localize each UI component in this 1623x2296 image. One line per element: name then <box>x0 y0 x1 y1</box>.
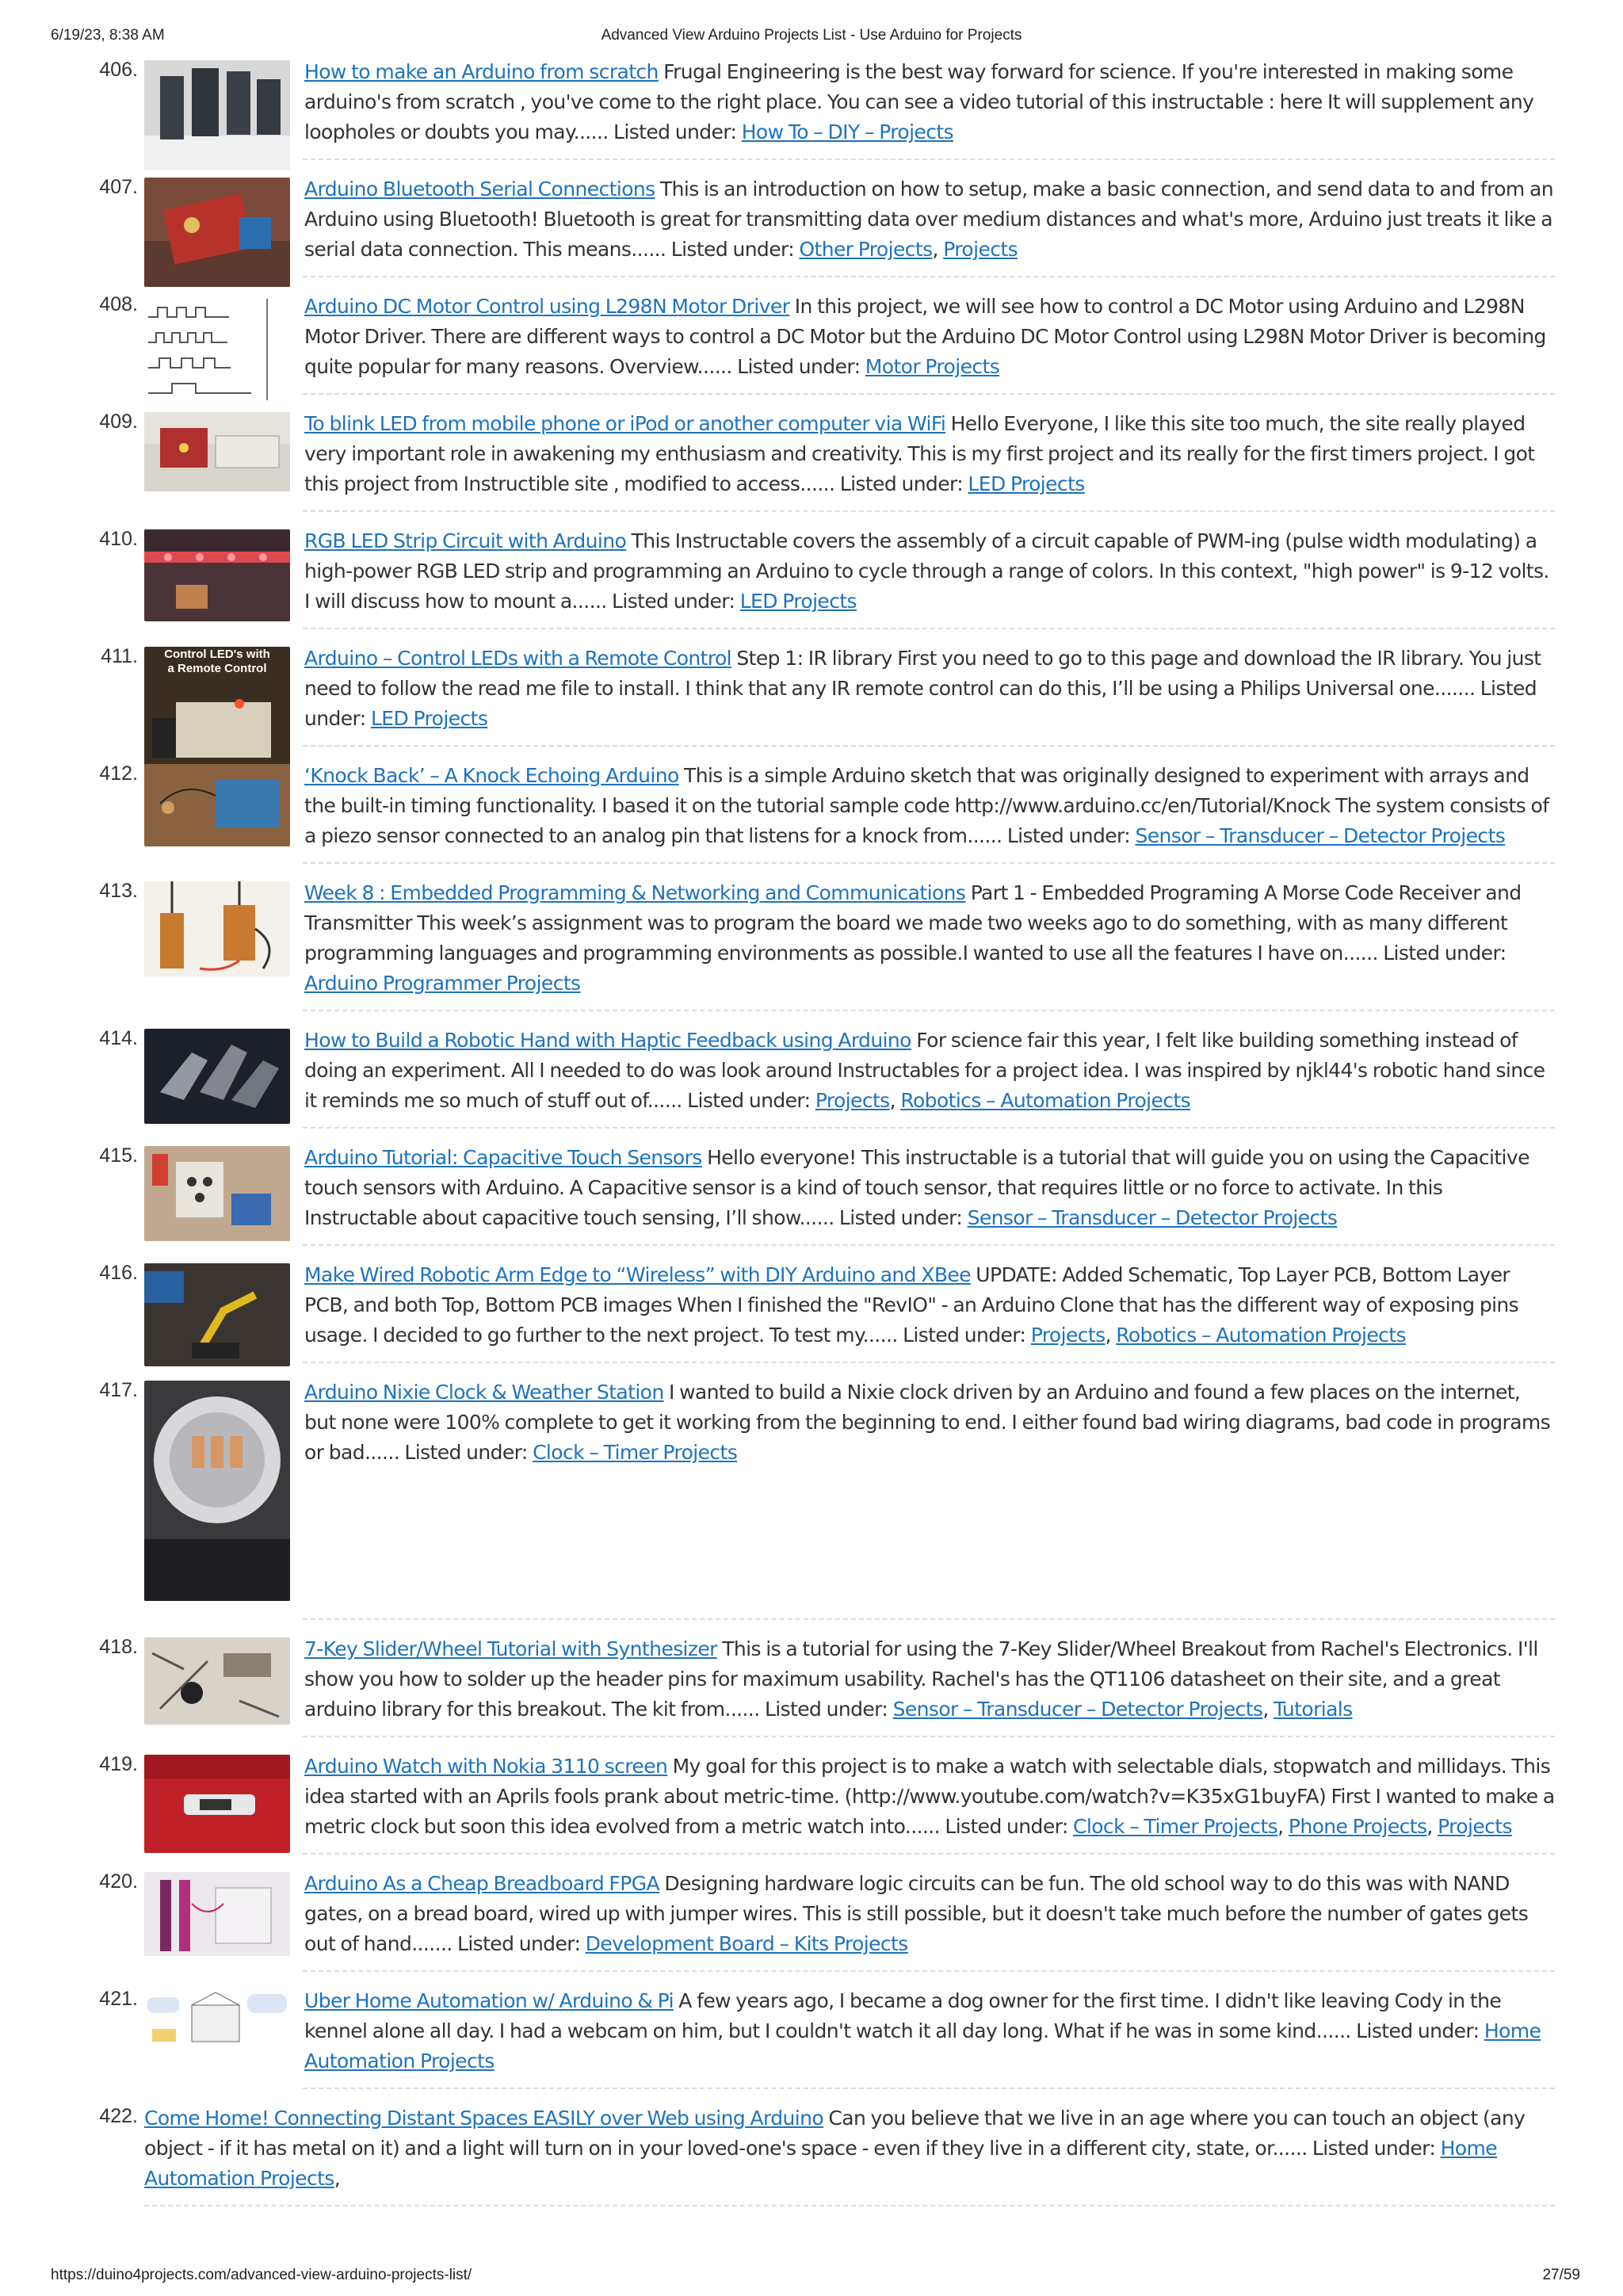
category-link[interactable]: Tutorials <box>1274 1698 1353 1721</box>
listed-under-label: Listed under: <box>737 355 861 378</box>
listed-under-label: Listed under: <box>612 590 735 613</box>
item-title-link[interactable]: Arduino DC Motor Control using L298N Motor Driver <box>304 295 790 318</box>
listed-under-label: Listed under: <box>687 1089 811 1112</box>
item-description: I wanted to build a Nixie clock driven by an Arduino and found a few places on the internet, but none were 100% complete to get it working from the beginning to end. I either found bad wiring diagrams, bad code in programs or bad...... <box>304 1381 1551 1464</box>
item-description: UPDATE: Added Schematic, Top Layer PCB, Bottom Layer PCB, and both Top, Bottom PCB images When I finished the "RevIO" - an Arduino Clone that has the different way of exposing pins usage. I decided to go further to the next project. To test my...... <box>304 1263 1519 1347</box>
list-item <box>101 640 1555 758</box>
item-description: My goal for this project is to make a watch with selectable dials, stopwatch and millidays. This idea started with an Aprils fools prank about metric-time. (http://www.youtube.com/watch?v=K35xG1buyFA) First I wanted to make a metric clock but soon this idea evolved from a metric watch into...... <box>304 1755 1555 1838</box>
list-item <box>99 1257 1555 1374</box>
item-title-link[interactable]: Arduino Nixie Clock & Weather Station <box>304 1381 664 1404</box>
item-number: 412. <box>99 762 138 785</box>
item-body: 7-Key Slider/Wheel Tutorial with Synthesizer This is a tutorial for using the 7-Key Slider/Wheel Breakout from Rachel's Electronics. I'll show you how to solder up the header pins for maximum usability. Rachel's has the QT1106 datasheet on their site, and a great arduino library for this breakout. The kit from...... Listed under: Sensor – Transducer – Detector Projects, Tutorials <box>304 1637 1538 1721</box>
listed-under-label: Listed under: <box>1383 942 1507 965</box>
item-description: For science fair this year, I felt like building something instead of doing an experiment. All I needed to do was look around Instructables for a project idea. I was inspired by njkl44's robotic hand since it reminds me so much of stuff out of...... <box>304 1029 1545 1112</box>
item-thumbnail[interactable] <box>144 529 290 621</box>
listed-under-label: Listed under: <box>613 120 737 143</box>
item-thumbnail[interactable] <box>144 60 290 170</box>
item-title-link[interactable]: How to make an Arduino from scratch <box>304 60 659 83</box>
thumb-caption: Control LED's with <box>164 648 270 661</box>
item-number: 417. <box>99 1379 138 1401</box>
item-thumbnail[interactable] <box>144 295 290 404</box>
listed-under-label: Listed under: <box>304 677 1537 730</box>
item-thumbnail[interactable] <box>144 1755 290 1853</box>
item-body <box>304 409 1555 499</box>
category-link[interactable]: Projects <box>815 1089 890 1112</box>
category-link[interactable]: Development Board – Kits Projects <box>585 1932 908 1955</box>
item-description: Can you believe that we live in an age where you can touch an object (any object - if it has metal on it) and a light will turn on in your loved-one's space - even if they live in a different city, state, or...... <box>144 2107 1526 2160</box>
category-link[interactable]: Arduino Programmer Projects <box>304 972 581 995</box>
listed-under-label: Listed under: <box>839 472 964 495</box>
category-link[interactable]: Robotics – Automation Projects <box>1116 1324 1406 1347</box>
category-link[interactable]: LED Projects <box>370 707 488 730</box>
category-link[interactable]: LED Projects <box>739 590 857 613</box>
item-description: This Instructable covers the assembly of a circuit capable of PWM-ing (pulse width modulating) a high-power RGB LED strip and programming an Arduino to cycle through a range of colors. In this context, "high power" is 9-12 volts. I will discuss how to mount a...... <box>304 529 1549 613</box>
item-number: 421. <box>99 1988 138 2010</box>
list-item <box>99 1140 1555 1257</box>
list-item <box>99 758 1555 875</box>
item-thumbnail[interactable] <box>144 647 290 767</box>
item-thumbnail[interactable] <box>144 1381 290 1601</box>
print-url: https://duino4projects.com/advanced-view-arduino-projects-list/ <box>51 2267 472 2283</box>
item-number: 409. <box>99 411 138 433</box>
item-body <box>304 57 1555 147</box>
category-link[interactable]: Motor Projects <box>865 355 1000 378</box>
category-link[interactable]: How To – DIY – Projects <box>741 120 953 143</box>
item-description: This is a simple Arduino sketch that was originally designed to experiment with arrays and the built-in timing functionality. I based it on the tutorial sample code http://www.arduino.cc/en/Tutorial/Knock The system consists of a piezo sensor connected to an analog pin that listens for a knock from...... <box>304 764 1549 847</box>
category-link[interactable]: Sensor – Transducer – Detector Projects <box>892 1698 1263 1721</box>
item-body <box>304 1143 1555 1233</box>
item-thumbnail[interactable] <box>144 1637 290 1725</box>
item-description: In this project, we will see how to control a DC Motor using Arduino and L298N Motor Driver. There are different ways to control a DC Motor but the Arduino DC Motor Control using L298N Motor Driver is becoming quite popular for many reasons. Overview...... <box>304 295 1546 378</box>
item-body <box>304 526 1555 617</box>
category-link[interactable]: Clock – Timer Projects <box>1073 1815 1278 1838</box>
item-description: Designing hardware logic circuits can be fun. The old school way to do this was with NAND gates, on a bread board, wired up with jumper wires. This is still possible, but it doesn't take much before the number of gates gets out of hand....... <box>304 1872 1529 1955</box>
item-title-link[interactable]: Arduino – Control LEDs with a Remote Control <box>304 647 732 670</box>
listed-under-label: Listed under: <box>1006 824 1131 847</box>
listed-under-label: Listed under: <box>1312 2137 1436 2160</box>
item-description: Step 1: IR library First you need to go to this page and download the IR library. You just need to follow the read me file to install. I think that any IR remote control can do this, I’ll be using a Philips Universal one....... <box>304 647 1541 700</box>
item-body: Arduino Watch with Nokia 3110 screen My goal for this project is to make a watch with selectable dials, stopwatch and millidays. This idea started with an Aprils fools prank about metric-time. (http://www.youtube.com/watch?v=K35xG1buyFA) First I wanted to make a metric clock but soon this idea evolved from a metric watch into...... Listed under: Clock – Timer Projects, Phone Projects, Projects <box>304 1755 1555 1838</box>
item-title-link[interactable]: To blink LED from mobile phone or iPod or another computer via WiFi <box>304 412 946 435</box>
item-body: Arduino Bluetooth Serial Connections This is an introduction on how to setup, make a basic connection, and send data to and from an Arduino using Bluetooth! Bluetooth is great for transmitting data over medium distances and what's more, Arduino just treats it like a serial data connection. This means...... Listed under: Other Projects, Projects <box>304 178 1553 261</box>
item-body <box>304 292 1555 382</box>
item-thumbnail[interactable] <box>144 1146 290 1241</box>
category-link[interactable]: Home Automation Projects <box>144 2137 1498 2190</box>
item-thumbnail[interactable] <box>144 764 290 846</box>
list-item <box>99 523 1555 640</box>
trailing-punctuation: , <box>334 2167 341 2190</box>
item-title-link[interactable]: Uber Home Automation w/ Arduino & Pi <box>304 1989 674 2012</box>
item-number: 415. <box>99 1144 138 1167</box>
item-number: 410. <box>99 528 138 550</box>
category-link[interactable]: LED Projects <box>968 472 1085 495</box>
listed-under-label: Listed under: <box>1356 2019 1480 2042</box>
list-item <box>99 288 1555 406</box>
item-body <box>304 878 1555 999</box>
item-number: 411. <box>101 645 138 667</box>
item-number: 418. <box>99 1636 138 1658</box>
item-title-link[interactable]: Arduino Tutorial: Capacitive Touch Sensors <box>304 1146 702 1169</box>
item-thumbnail[interactable] <box>144 178 290 287</box>
item-thumbnail[interactable] <box>144 412 290 491</box>
item-body: Make Wired Robotic Arm Edge to “Wireless” with DIY Arduino and XBee UPDATE: Added Schematic, Top Layer PCB, Bottom Layer PCB, and both Top, Bottom PCB images When I finished the "RevIO" - an Arduino Clone that has the different way of exposing pins usage. I decided to go further to the next project. To test my...... Listed under: Projects, Robotics – Automation Projects <box>304 1263 1519 1347</box>
item-title-link[interactable]: Arduino As a Cheap Breadboard FPGA <box>304 1872 659 1895</box>
item-number: 407. <box>99 176 138 198</box>
print-title: Advanced View Arduino Projects List - Use Arduino for Projects <box>601 27 1022 44</box>
print-footer <box>0 2267 1623 2289</box>
item-number: 414. <box>99 1027 138 1049</box>
thumb-caption: a Remote Control <box>167 662 267 675</box>
item-thumbnail[interactable] <box>144 1263 290 1366</box>
list-item <box>99 2100 1555 2218</box>
item-description: Frugal Engineering is the best way forward for science. If you're interested in making some arduino's from scratch , you've come to the right place. You can see a video tutorial of this instructable : here It will supplement any loopholes or doubts you may...... <box>304 60 1534 143</box>
item-title-link[interactable]: Week 8 : Embedded Programming & Networking and Communications <box>304 881 966 904</box>
item-description: This is a tutorial for using the 7-Key Slider/Wheel Breakout from Rachel's Electronics. I'll show you how to solder up the header pins for maximum usability. Rachel's has the QT1106 datasheet on their site, and a great arduino library for this breakout. The kit from...... <box>304 1637 1538 1721</box>
category-link[interactable]: Projects <box>1438 1815 1512 1838</box>
item-title-link[interactable]: Come Home! Connecting Distant Spaces EASILY over Web using Arduino <box>144 2107 824 2130</box>
item-title-link[interactable]: Arduino Watch with Nokia 3110 screen <box>304 1755 668 1778</box>
listed-under-label: Listed under: <box>945 1815 1068 1838</box>
item-body <box>304 1377 1555 1599</box>
item-number: 416. <box>99 1262 138 1284</box>
item-description: Hello Everyone, I like this site too much, the site really played very important role in awakening my enthusiasm and creativity. This is my first project and its really for the first timers project. I got this project from Instructible site , modified to access...... <box>304 412 1535 495</box>
list-item <box>99 1022 1555 1140</box>
item-body <box>304 644 1555 734</box>
item-title-link[interactable]: ‘Knock Back’ – A Knock Echoing Arduino <box>304 764 679 787</box>
list-item <box>99 1748 1555 1866</box>
item-thumbnail[interactable] <box>144 1029 290 1124</box>
item-description: This is an introduction on how to setup, make a basic connection, and send data to and from an Arduino using Bluetooth! Bluetooth is great for transmitting data over medium distances and what's more, Arduino just treats it like a serial data connection. This means...... <box>304 178 1553 261</box>
item-description: Hello everyone! This instructable is a tutorial that will guide you on using the Capacitive touch sensors with Arduino. A Capacitive sensor is a kind of touch sensor, that requires little or no force to activate. In this Instructable about capacitive touch sensing, I’ll show...... <box>304 1146 1529 1229</box>
category-link[interactable]: Sensor – Transducer – Detector Projects <box>967 1206 1338 1229</box>
listed-under-label: Listed under: <box>764 1698 888 1721</box>
item-body <box>144 2103 1555 2194</box>
category-link[interactable]: Home Automation Projects <box>304 2019 1541 2073</box>
item-title-link[interactable]: Make Wired Robotic Arm Edge to “Wireless” with DIY Arduino and XBee <box>304 1263 971 1286</box>
item-title-link[interactable]: How to Build a Robotic Hand with Haptic Feedback using Arduino <box>304 1029 911 1052</box>
item-body: How to Build a Robotic Hand with Haptic Feedback using Arduino For science fair this year, I felt like building something instead of doing an experiment. All I needed to do was look around Instructables for a project idea. I was inspired by njkl44's robotic hand since it reminds me so much of stuff out of...... Listed under: Projects, Robotics – Automation Projects <box>304 1029 1545 1112</box>
listed-under-label: Listed under: <box>903 1324 1026 1347</box>
item-body <box>304 761 1555 851</box>
item-description: Part 1 - Embedded Programing A Morse Code Receiver and Transmitter This week’s assignment was to program the board we made two weeks ago to do something, with as many different programming languages and programming environments as possible.I wanted to use all the features I have on...... <box>304 881 1522 965</box>
list-item <box>99 875 1555 1022</box>
category-link[interactable]: Phone Projects <box>1288 1815 1427 1838</box>
list-item <box>99 406 1555 523</box>
category-link[interactable]: Other Projects <box>799 238 933 261</box>
category-link[interactable]: Sensor – Transducer – Detector Projects <box>1135 824 1506 847</box>
listed-under-label: Listed under: <box>838 1206 963 1229</box>
item-number: 408. <box>99 293 138 315</box>
item-thumbnail[interactable] <box>144 1989 290 2050</box>
category-link[interactable]: Projects <box>1030 1324 1106 1347</box>
category-link[interactable]: Projects <box>943 238 1018 261</box>
listed-under-label: Listed under: <box>670 238 795 261</box>
list-item <box>99 1631 1555 1748</box>
item-number: 420. <box>99 1870 138 1893</box>
item-number: 422. <box>99 2105 138 2127</box>
item-number: 413. <box>99 880 138 902</box>
item-thumbnail[interactable] <box>144 1872 290 1956</box>
list-item <box>99 171 1555 288</box>
listed-under-label: Listed under: <box>457 1932 581 1955</box>
item-number: 406. <box>99 59 138 81</box>
print-header <box>0 27 1623 49</box>
list-item <box>99 54 1555 171</box>
category-link[interactable]: Robotics – Automation Projects <box>900 1089 1191 1112</box>
category-link[interactable]: Clock – Timer Projects <box>533 1441 738 1464</box>
item-title-link[interactable]: RGB LED Strip Circuit with Arduino <box>304 529 627 552</box>
item-number: 419. <box>99 1753 138 1775</box>
item-body <box>304 1986 1555 2076</box>
item-thumbnail[interactable] <box>144 881 290 976</box>
listed-under-label: Listed under: <box>404 1441 528 1464</box>
print-page-number: 27/59 <box>1542 2267 1580 2283</box>
list-item <box>99 1866 1555 1983</box>
print-date: 6/19/23, 8:38 AM <box>51 27 165 44</box>
list-item <box>99 1374 1555 1631</box>
item-description: A few years ago, I became a dog owner for the first time. I didn't like leaving Cody in the kennel alone all day. I had a webcam on him, but I couldn't watch it all day long. What if he was in some kind...... <box>304 1989 1502 2042</box>
item-body <box>304 1869 1555 1959</box>
item-title-link[interactable]: Arduino Bluetooth Serial Connections <box>304 178 655 201</box>
list-item <box>99 1983 1555 2100</box>
item-title-link[interactable]: 7-Key Slider/Wheel Tutorial with Synthesizer <box>304 1637 717 1660</box>
project-list <box>0 54 1623 2265</box>
